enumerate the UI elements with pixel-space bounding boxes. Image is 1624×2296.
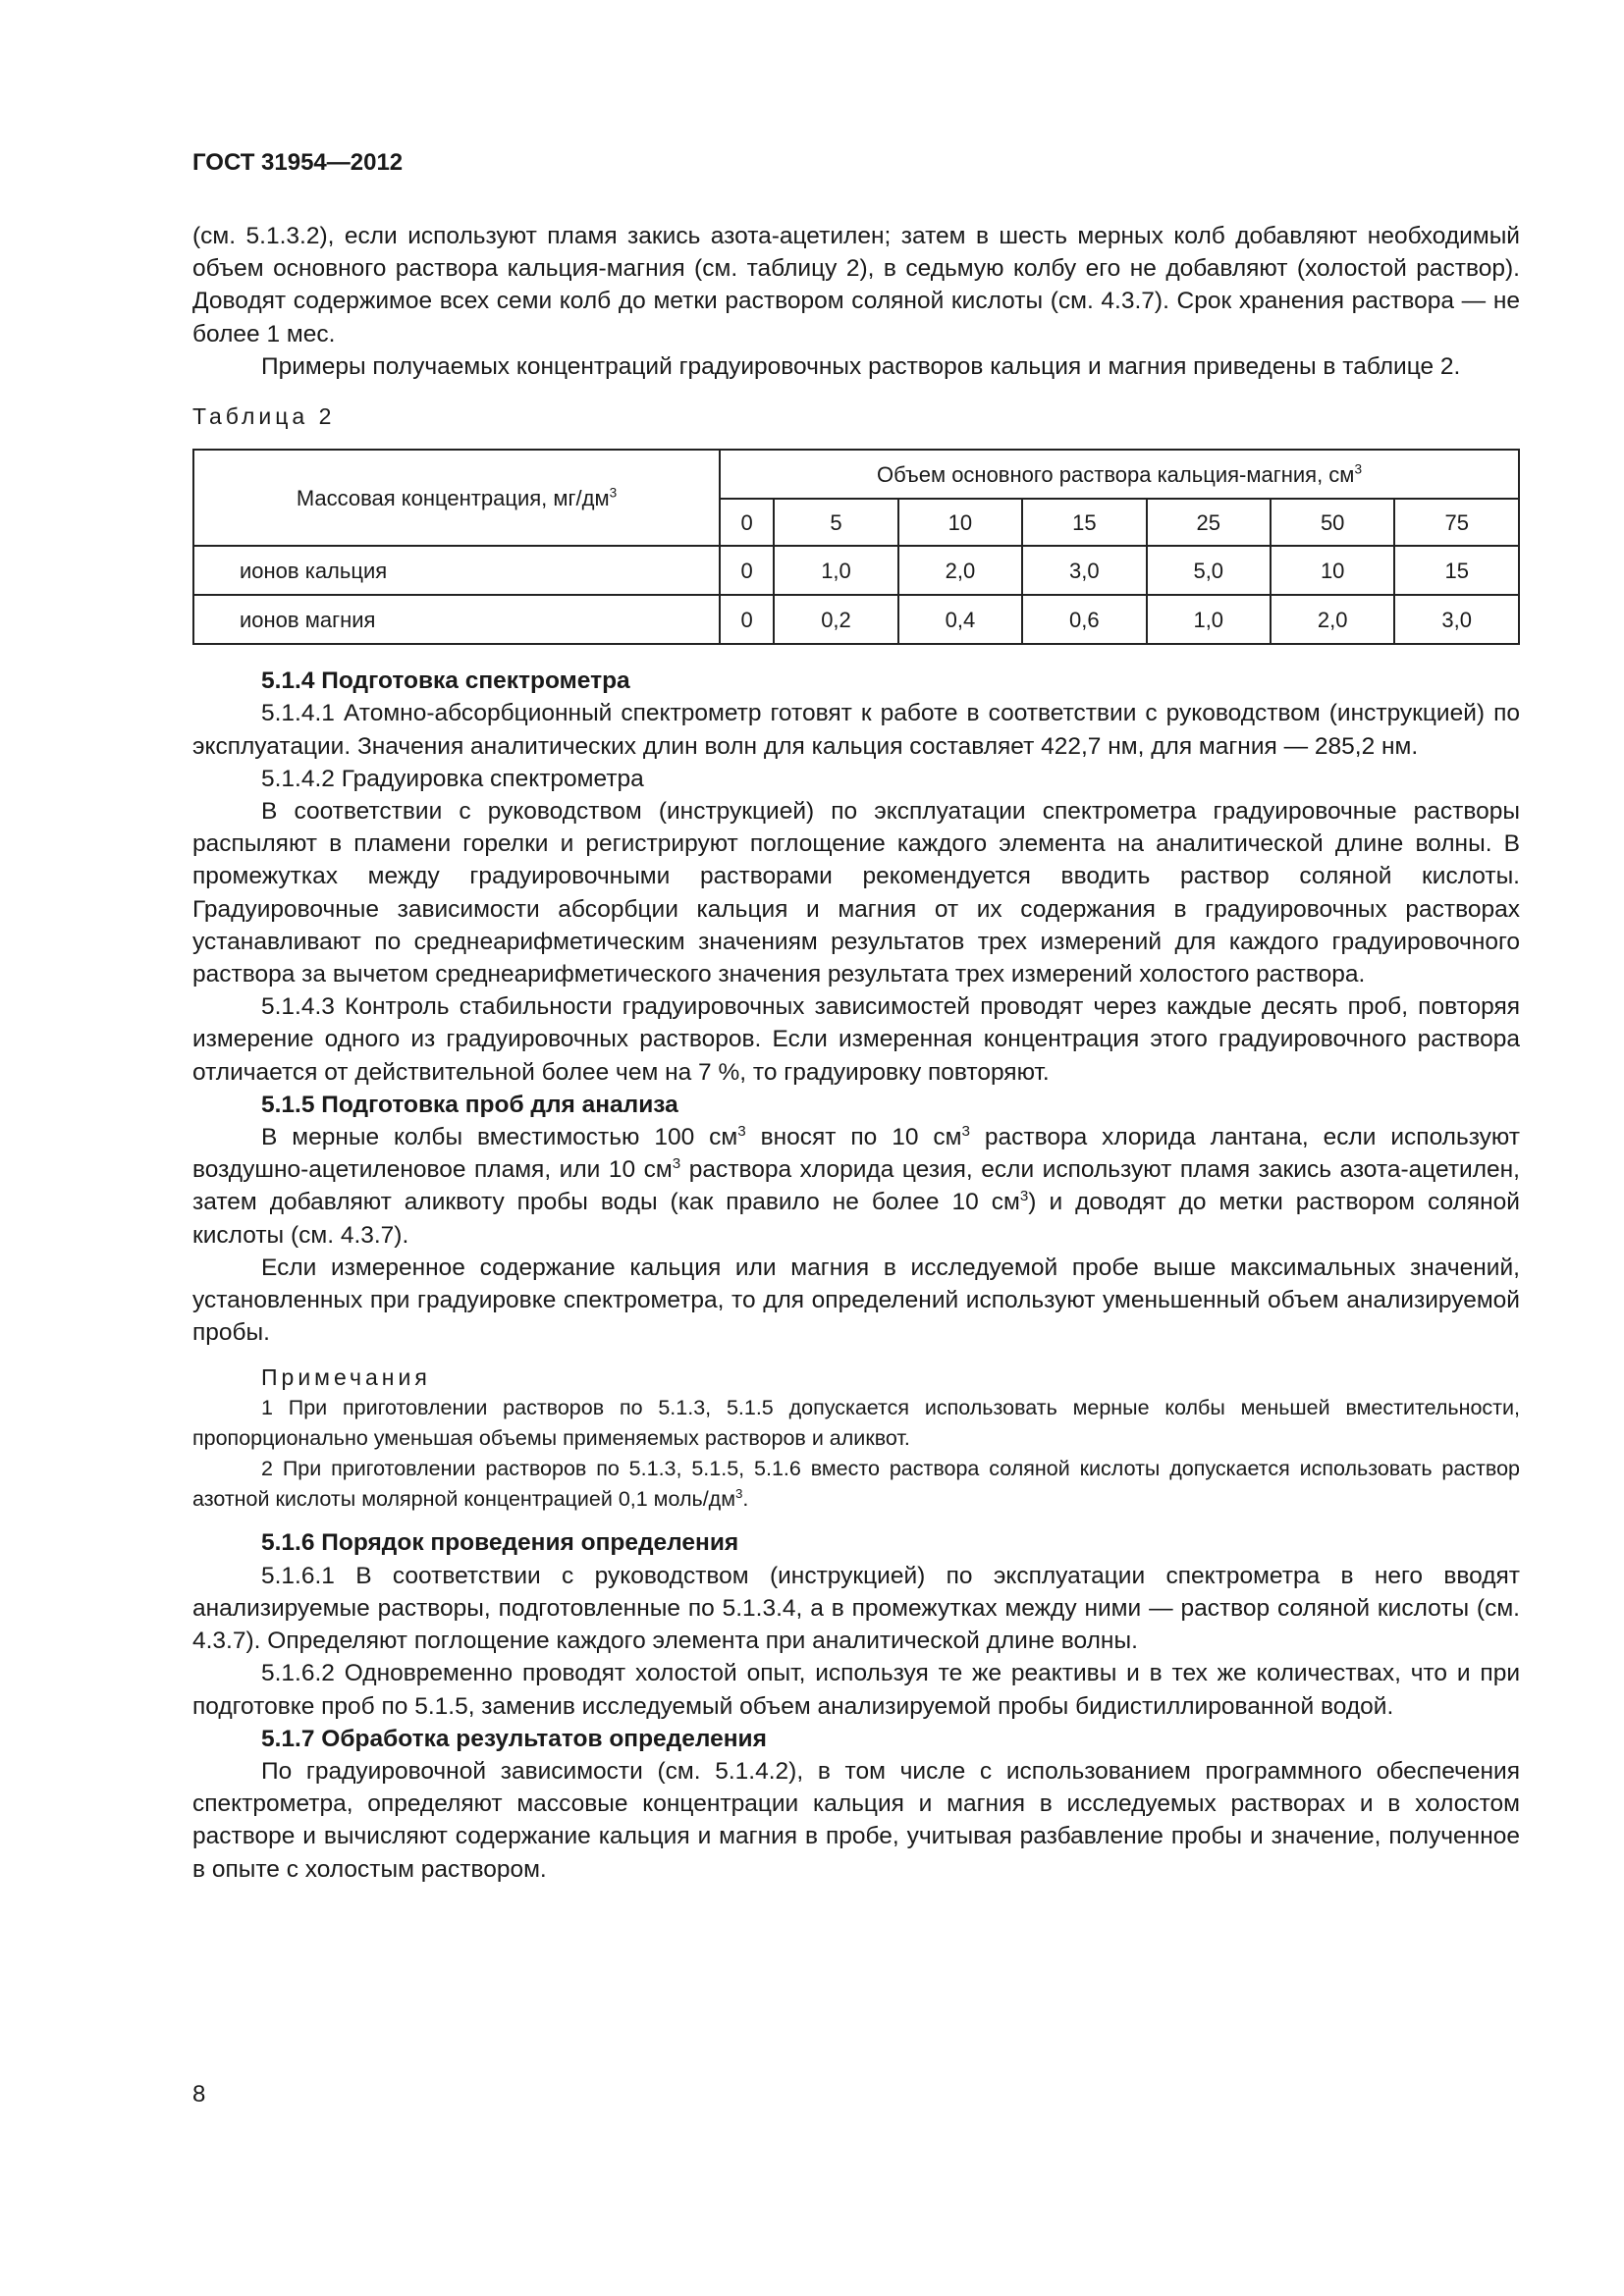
concentration-table (192, 449, 1520, 645)
table-cell: 0 (720, 546, 774, 595)
document-header: ГОСТ 31954—2012 (192, 149, 404, 176)
table-cell: 1,0 (774, 546, 897, 595)
table-cell: 5,0 (1147, 546, 1271, 595)
table-row-label: ионов кальция (193, 546, 720, 595)
paragraph: В соответствии с руководством (инструкцией) по эксплуатации спектрометра градуировочные растворы распыляют в пламени горелки и регистрируют поглощение каждого элемента на аналитической длине волны. В промежутках между градуировочными растворами рекомендуется вводить раствор соляной кислоты. Градуировочные зависимости абсорбции кальция и магния от их содержания в градуировочных растворах устанавливают по среднеарифметическим значениям результатов трех измерений для каждого градуировочного раствора за вычетом среднеарифметического значения результата трех измерений холостого раствора. (192, 798, 1520, 988)
table-col-header: 25 (1147, 499, 1271, 546)
table-cell: 0,2 (774, 595, 897, 644)
table-col-header: 0 (720, 499, 774, 546)
table-cell: 2,0 (898, 546, 1022, 595)
table-row (193, 595, 1519, 644)
document-body (192, 220, 1520, 1886)
table-cell: 2,0 (1271, 595, 1394, 644)
table-row-header: Массовая концентрация, $мг/дм^3$ (193, 450, 720, 546)
table-cell: 10 (1271, 546, 1394, 595)
table-cell: 3,0 (1022, 546, 1146, 595)
paragraph: По градуировочной зависимости (см. 5.1.4.2), в том числе с использованием программного обеспечения спектрометра, определяют массовые концентрации кальция и магния в исследуемых растворах и в холостом растворе и вычисляют содержание кальция и магния в пробе, учитывая разбавление пробы и значение, полученное в опыте с холостым раствором. (192, 1757, 1520, 1883)
table-col-header: 15 (1022, 499, 1146, 546)
paragraph: Примеры получаемых концентраций градуировочных растворов кальция и магния приведены в таблице 2. (261, 352, 1461, 380)
page-number: 8 (192, 2081, 206, 2108)
paragraph: 5.1.6.2 Одновременно проводят холостой опыт, используя те же реактивы и в тех же количествах, что и при подготовке проб по 5.1.5, заменив исследуемый объем анализируемой пробы бидистиллированной водой. (192, 1660, 1520, 1720)
table-row (193, 546, 1519, 595)
paragraph: (см. 5.1.3.2), если используют пламя закись азота-ацетилен; затем в шесть мерных колб добавляют необходимый объем основного раствора кальция-магния (см. таблицу 2), в седьмую колбу его не добавляют (холостой раствор). Доводят содержимое всех семи колб до метки раствором соляной кислоты (см. 4.3.7). Срок хранения раствора — не более 1 мес. (192, 223, 1520, 347)
table-col-header: 50 (1271, 499, 1394, 546)
subsection-title: 5.1.4.2 Градуировка спектрометра (261, 765, 644, 792)
paragraph: Если измеренное содержание кальция или магния в исследуемой пробе выше максимальных значений, установленных при градуировке спектрометра, то для определений используют уменьшенный объем анализируемой пробы. (192, 1254, 1520, 1347)
paragraph: 5.1.6.1 В соответствии с руководством (инструкцией) по эксплуатации спектрометра в него вводят анализируемые растворы, подготовленные по 5.1.3.4, а в промежутках между ними — раствор соляной кислоты (см. 4.3.7). Определяют поглощение каждого элемента при аналитической длине волны. (192, 1562, 1520, 1655)
section-heading: 5.1.5 Подготовка проб для анализа (261, 1091, 678, 1118)
table-cell: 0,6 (1022, 595, 1146, 644)
table-cell: 1,0 (1147, 595, 1271, 644)
section-heading: 5.1.4 Подготовка спектрометра (261, 667, 630, 695)
table-col-group-header: Объем основного раствора кальция-магния, $см^3$ (720, 450, 1519, 499)
paragraph: В мерные колбы вместимостью 100 $см^3$ вносят по 10 $см^3$ раствора хлорида лантана, если используют воздушно-ацетиленовое пламя, или 10 $см^3$ раствора хлорида цезия, если используют пламя закись азота-ацетилен, затем добавляют аликвоту пробы воды (как правило не более 10 $см^3$) и доводят до метки раствором соляной кислоты (см. 4.3.7). (192, 1122, 1520, 1249)
table-cell: 0,4 (898, 595, 1022, 644)
table-col-header: 75 (1394, 499, 1519, 546)
section-heading: 5.1.6 Порядок проведения определения (261, 1529, 739, 1557)
table-row-label: ионов магния (193, 595, 720, 644)
notes-title: Примечания (261, 1364, 431, 1391)
table-col-header: 10 (898, 499, 1022, 546)
paragraph: 5.1.4.3 Контроль стабильности градуировочных зависимостей проводят через каждые десять проб, повторяя измерение одного из градуировочных растворов. Если измеренная концентрация этого градуировочного раствора отличается от действительной более чем на 7 %, то градуировку повторяют. (192, 993, 1520, 1086)
notes-block (192, 1362, 1520, 1515)
note-item: 1 При приготовлении растворов по 5.1.3, 5.1.5 допускается использовать мерные колбы меньшей вместительности, пропорционально уменьшая объемы применяемых растворов и аликвот. (192, 1396, 1520, 1451)
table-cell: 0 (720, 595, 774, 644)
table-cell: 15 (1394, 546, 1519, 595)
section-heading: 5.1.7 Обработка результатов определения (261, 1725, 767, 1752)
table-caption: Таблица 2 (192, 403, 336, 430)
table-col-header: 5 (774, 499, 897, 546)
paragraph: 5.1.4.1 Атомно-абсорбционный спектрометр готовят к работе в соответствии с руководством (инструкцией) по эксплуатации. Значения аналитических длин волн для кальция составляет 422,7 нм, для магния — 285,2 нм. (192, 700, 1520, 760)
note-item: 2 При приготовлении растворов по 5.1.3, 5.1.5, 5.1.6 вместо раствора соляной кислоты допускается использовать раствор азотной кислоты молярной концентрацией 0,1 моль/$дм^3$. (192, 1457, 1520, 1512)
table-cell: 3,0 (1394, 595, 1519, 644)
